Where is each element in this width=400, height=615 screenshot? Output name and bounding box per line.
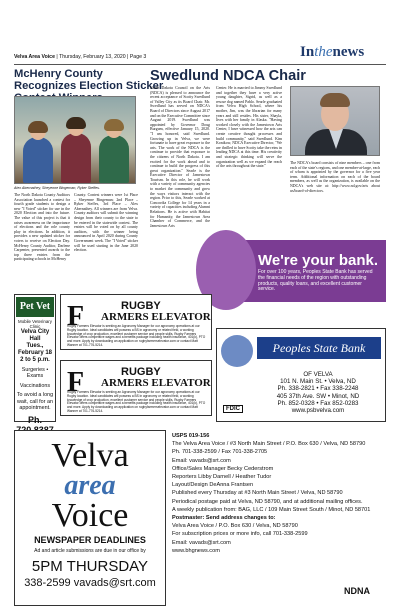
pet-vet-phone: Ph. bbox=[27, 415, 42, 426]
bank-website[interactable]: www.psbvelva.com bbox=[291, 407, 345, 415]
swedlund-column-2: Center. He is married to Jimmy Swedlund and together they have a very active young daughter, Sigrid, as well as a rescue dog named Pablo. Searle graduated from Velva High School, where his mother, Jim, was the librarian for many years and still resides. His sister, Shayla, lives with her family in Alaska. "Having worked closely with the Jamestown Arts Center, I have witnessed how the arts can create creative thought processes and build community," said Swedlund. Kim Konikow, NDCA Executive Director, "We are thrilled to have Scotty take the reins in leading NDCA at this time. His creativity and strategic thinking will serve the organization well as we expand the reach of the arts throughout the state." bbox=[216, 86, 282, 169]
page-header-left bbox=[14, 54, 146, 60]
velva-voice-deadlines-ad: Velva area Voice NEWSPAPER DEADLINES Ad and article submissions are due in our office by 5PM THURSDAY 338-2599 vavads@srt.com bbox=[14, 430, 166, 606]
kids-photo-caption: Alex Abernathey, Sheyenne Bingeman, Ryker Steffes. bbox=[14, 186, 100, 190]
pet-vet-logo: Pet Vet bbox=[16, 297, 54, 317]
rugby-elevator-ad-2[interactable]: F RUGBY ARMERS ELEVATOR Rugby Farmers Elevator is seeking an Agronomy Manager for our agronomy operations at our Rugby location. Ideal candidates will possess a BS in agronomy or related field, a working knowledge of crop production, excellent customer service and people skills. Rugby Farmers Elevator offers competitive wages and a benefits package including health insurance, 401(k), PTO and more. Apply by downloading an application on rugbyfarmerselevator.com or contact Matt Wanner at 701-776-5214. bbox=[60, 360, 212, 416]
header-rule bbox=[14, 64, 386, 65]
bank-ad[interactable] bbox=[216, 240, 386, 302]
section-title: Inthenews bbox=[300, 44, 365, 60]
paper-name: Velva Area Voice bbox=[14, 54, 55, 60]
mchenry-column-2: County. Contest winners were 1st Place – Sheyenne Bingeman; 2nd Place – Ryker Steffes, 3rd Place – Alex Abernathey. All winners are from Velva. County auditors will submit the winning design from their county to the state to be entered in the statewide contest. The entries will be voted on by all county auditors, with the winner being announced in April 2020 during County Government week. The "I Voted" sticker will be used starting in the June 2020 election. bbox=[74, 193, 138, 253]
bank-ad-headline: We're your bank. bbox=[258, 252, 378, 269]
pet-vet-ad[interactable]: Pet Vet Mobile Veterinary Clinic Velva City Hall Tues., February 18 2 to 5 p.m. Surgeries • Exams Vaccinations To avoid a long wait, call for an appointment. Ph. bbox=[14, 294, 56, 422]
masthead: USPS 019-156 The Velva Area Voice / #3 North Main Street / P.O. Box 630 / Velva, ND 58790 Ph. 701-338-2599 / Fax 701-338-2705 Email: vavads@srt.com Office/Sales Manager Becky Cederstrom Reporters Libby Darnell / Heather Tudor Layout/Design DeAnna Frantsen Published every Thursday at #3 North Main Street / Velva, ND 58790 Periodical postage paid at Velva, ND 58790, and at additional mailing offices. A weekly publication from: BAG, LLC / 109 Main Street South / Minot, ND 58701 Postmaster: Send address changes to: Velva Area Voice / P.O. Box 630 / Velva, ND 58790 For subscription prices or more info, call 701-338-2599 Email: vavads@srt.com www.bhgnews.com bbox=[172, 432, 386, 555]
peoples-state-bank-ad[interactable] bbox=[216, 328, 386, 422]
mchenry-headline: McHenry County Recognizes Election Sticker bbox=[14, 68, 164, 92]
rugby-logo-icon: F bbox=[67, 301, 85, 332]
bank-bird-icon bbox=[221, 335, 253, 367]
kid-figure bbox=[99, 135, 129, 183]
bank-logo: Peoples State Bank bbox=[257, 337, 381, 359]
kid-figure bbox=[23, 137, 53, 183]
rugby-elevator-ad-1[interactable]: F RUGBY ARMERS ELEVATOR Rugby Farmers Elevator is seeking an Agronomy Manager for our agronomy operations at our Rugby location. Ideal candidates will possess a BS in agronomy or related field, a working knowledge of crop production, excellent customer service and people skills. Rugby Farmers Elevator offers competitive wages and a benefits package including health insurance, 401(k), PTO and more. Apply by downloading an application on rugbyfarmerselevator.com or contact Matt Wanner at 701-776-5214. bbox=[60, 294, 212, 350]
masthead-website[interactable]: www.bhgnews.com bbox=[172, 547, 220, 554]
fdic-badge: FDIC bbox=[223, 405, 243, 413]
rugby-logo-icon: F bbox=[67, 367, 85, 398]
swedlund-photo bbox=[290, 86, 380, 156]
ndna-logo: NDNA bbox=[344, 586, 370, 596]
kids-photo bbox=[14, 96, 136, 184]
mchenry-column-1: The North Dakota County Auditors Association launched a contest for fourth grade students to design a new "I Voted" sticker for use in the 2020 Election and into the future. The value of this project is that it raises awareness on the importance of elections and the role county play in elections. In addition, it provides a new updated sticker for voters to receive on Election Day. McHenry County Auditor, Darlene Carpenter, presented awards to the top three entries from the participating schools in McHenry bbox=[14, 193, 70, 262]
bank-ad-text: For over 100 years, Peoples State Bank has served the financial needs of the region with outstanding products, quality loans, and excellent customer service. bbox=[258, 269, 373, 293]
swedlund-column-3: The NDCA's board consists of nine members – one from each of the state's regions, and one member-at-large, each of whom is appointed by the governor for a five year term. Additional information on each of the board members, as well as the organization, is available on the NDCA's web site at: http://www.nd.gov/arts about us/board-of-directors. bbox=[290, 161, 380, 193]
kid-figure bbox=[61, 133, 91, 183]
swedlund-column-1: North Dakota Council on the Arts (NDCA) is pleased to announce the recent acceptance of Scotty Swedlund of Valley City as its Board Chair. Mr. Swedlund has served on NDCA's Board of Directors since August 2017 and on the Executive Committee since August 2019. Swedlund was appointed by Governor Doug Burgum, effective January 15, 2020. "I am honored, said Swedlund. Growing up in Velva, we were fortunate to have great exposure to the arts. The work of the NDCA is the continue to provide that exposure to the citizens of North Dakota. I am excited for the work ahead and to continue to build the progress of this great organization." Searle is the Executive Director of Jamestown Tourism. In this role, he will work with a variety of community agencies to market the community and grow the ways visitors interact with the region. Prior to this, Searle worked at Concordia College for 14 years in a variety of capacities including Alumni Relations. He is active with Habitat for Humanity, the Jamestown Area Chamber of Commerce, and the Jamestown Arts bbox=[150, 86, 210, 228]
swedlund-headline: Swedlund NDCA Chair bbox=[150, 68, 306, 84]
page-date: | Thursday, February 13, 2020 | Page 3 bbox=[56, 54, 147, 60]
bank-address: OF VELVA 101 N. Main St. • Velva, ND Ph. 338-2821 • Fax 338-2248 405 37th Ave. SW • Minot, ND Ph. 852-0328 • Fax 852-0283 www.psbvelva.com bbox=[253, 371, 383, 414]
velva-contact: 338-2599 vavads@srt.com bbox=[24, 577, 156, 589]
